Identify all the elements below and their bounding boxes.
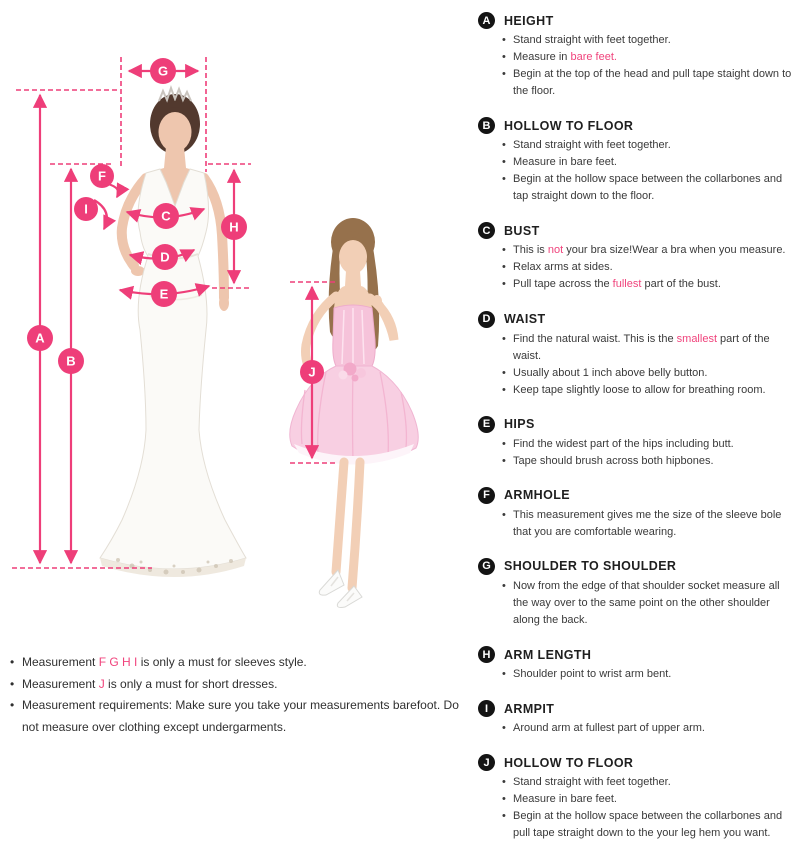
bullet-icon: • <box>502 668 506 681</box>
bullet-icon: • <box>10 676 15 691</box>
bullet-text <box>513 154 792 171</box>
text-segment: Begin at the hollow space between the collarbones and tap straight down to the floor. <box>513 173 783 203</box>
instruction-bullet <box>502 331 792 365</box>
measure-arrow-F <box>108 184 118 197</box>
text-segment: is only a must for sleeves style. <box>137 655 307 669</box>
instruction-bullet <box>502 791 792 808</box>
section-title: HOLLOW TO FLOOR <box>504 118 634 133</box>
instruction-bullet <box>502 49 792 66</box>
text-segment: Begin at the top of the head and pull tape staight down to the floor. <box>513 68 792 98</box>
section-title: WAIST <box>504 312 546 327</box>
short-dress-illustration <box>290 218 419 608</box>
text-segment: Measurement requirements: Make sure you take your measurements barefoot. Do not measure over clothing except undergarments. <box>22 698 459 734</box>
measurement-diagram <box>0 0 470 640</box>
measure-label-E <box>151 281 177 307</box>
bullet-icon: • <box>502 793 506 806</box>
section-title: HIPS <box>504 417 535 432</box>
instruction-bullet <box>502 242 792 259</box>
bullet-text <box>513 720 792 737</box>
bullet-text <box>513 774 792 791</box>
measure-section-H <box>478 646 792 683</box>
instruction-bullet <box>502 259 792 276</box>
section-title: SHOULDER TO SHOULDER <box>504 559 677 574</box>
highlighted-text: bare feet. <box>570 51 617 64</box>
bullet-text <box>513 382 792 399</box>
text-segment: Keep tape slightly loose to allow for breathing room. <box>513 383 766 396</box>
section-header <box>478 646 792 663</box>
bullet-icon: • <box>502 156 506 169</box>
text-segment: This is <box>513 244 548 257</box>
section-title: ARMHOLE <box>504 488 570 503</box>
instruction-bullet <box>502 578 792 629</box>
measure-label-H <box>221 214 247 240</box>
note-text <box>22 652 462 674</box>
svg-text:E: E <box>159 286 169 302</box>
text-segment: Stand straight with feet together. <box>513 34 671 46</box>
bullet-text <box>513 331 792 365</box>
text-segment: Begin at the hollow space between the collarbones and pull tape straight down to the your leg hem you want. <box>513 810 783 840</box>
measure-section-D <box>478 311 792 399</box>
letter-badge-I: I <box>478 700 495 717</box>
text-segment: Now from the edge of that shoulder socket measure all the way over to the same point on the other shoulder along the back. <box>513 579 780 626</box>
measure-section-J <box>478 754 792 842</box>
bullet-text <box>513 666 792 683</box>
measure-section-E <box>478 416 792 470</box>
bullet-text <box>513 507 792 541</box>
highlighted-text: not <box>547 244 564 257</box>
bullet-text <box>513 259 792 276</box>
svg-text:A: A <box>35 330 45 346</box>
measure-section-I <box>478 700 792 737</box>
text-segment: Measure in <box>513 51 571 64</box>
bullet-icon: • <box>502 278 506 291</box>
bullet-text <box>513 578 792 629</box>
bullet-icon: • <box>502 437 506 450</box>
instruction-bullet <box>502 32 792 49</box>
bullet-text <box>513 276 792 293</box>
highlighted-text: smallest <box>676 332 717 345</box>
text-segment: Stand straight with feet together. <box>513 776 671 789</box>
svg-text:B: B <box>66 353 76 369</box>
instruction-bullet <box>502 507 792 541</box>
measure-label-A <box>27 325 53 351</box>
svg-text:C: C <box>161 208 171 224</box>
bullet-icon: • <box>502 722 506 735</box>
measurement-notes <box>10 652 462 738</box>
measure-label-F <box>90 164 114 188</box>
bullet-text <box>513 66 792 100</box>
bullet-icon: • <box>10 655 15 669</box>
section-title: BUST <box>504 223 540 238</box>
measure-section-C <box>478 222 792 293</box>
measure-label-C <box>153 203 179 229</box>
letter-badge-F: F <box>478 487 495 504</box>
text-segment: Shoulder point to wrist arm bent. <box>513 668 672 681</box>
bullet-icon: • <box>502 454 506 467</box>
section-title: ARM LENGTH <box>504 647 592 662</box>
section-header <box>478 12 792 29</box>
bullet-text <box>513 436 792 453</box>
bullet-icon: • <box>502 51 506 64</box>
text-segment: part of the bust. <box>641 278 721 291</box>
note-item <box>10 652 462 674</box>
text-segment: is only a must for short dresses. <box>104 676 278 691</box>
letter-badge-H: H <box>478 646 495 663</box>
instruction-bullet <box>502 365 792 382</box>
measure-section-F <box>478 487 792 541</box>
bullet-icon: • <box>502 332 506 345</box>
bullet-text <box>513 171 792 205</box>
bullet-icon: • <box>502 776 506 789</box>
text-segment: part of the waist. <box>513 332 770 362</box>
text-segment: Around arm at fullest part of upper arm. <box>513 722 705 735</box>
bullet-text <box>513 453 792 470</box>
measure-section-B <box>478 117 792 205</box>
instruction-bullet <box>502 453 792 470</box>
instruction-bullet <box>502 154 792 171</box>
text-segment: Usually about 1 inch above belly button. <box>513 366 708 379</box>
instruction-bullet <box>502 666 792 683</box>
bullet-text <box>513 791 792 808</box>
svg-text:G: G <box>157 63 169 79</box>
highlighted-text: fullest <box>612 278 642 291</box>
note-item <box>10 695 462 738</box>
measure-section-G <box>478 558 792 629</box>
bullet-icon: • <box>502 261 506 274</box>
instruction-bullet <box>502 774 792 791</box>
instruction-bullet <box>502 382 792 399</box>
bullet-icon: • <box>502 366 506 379</box>
bullet-text <box>513 32 792 49</box>
svg-text:D: D <box>160 249 170 265</box>
instruction-bullet <box>502 436 792 453</box>
letter-badge-B: B <box>478 117 495 134</box>
instruction-bullet <box>502 720 792 737</box>
section-header <box>478 487 792 504</box>
text-segment: Stand straight with feet together. <box>513 139 671 152</box>
section-header <box>478 754 792 771</box>
instruction-bullet <box>502 276 792 293</box>
instruction-bullet <box>502 171 792 205</box>
bullet-icon: • <box>502 383 506 396</box>
text-segment: Tape should brush across both hipbones. <box>513 454 714 467</box>
bullet-icon: • <box>10 698 15 713</box>
bullet-icon: • <box>502 173 506 186</box>
text-segment: Find the widest part of the hips including butt. <box>513 437 734 450</box>
bullet-text <box>513 137 792 154</box>
bullet-text <box>513 49 792 66</box>
measure-section-A <box>478 12 792 100</box>
note-item <box>10 674 462 696</box>
text-segment: Relax arms at sides. <box>513 261 613 274</box>
instruction-bullet <box>502 137 792 154</box>
section-header <box>478 558 792 575</box>
section-title: HOLLOW TO FLOOR <box>504 755 634 770</box>
measure-label-I <box>74 197 98 221</box>
text-segment: Measurement <box>22 676 99 691</box>
bullet-icon: • <box>502 579 506 592</box>
text-segment: Measure in bare feet. <box>513 793 617 806</box>
letter-badge-A: A <box>478 12 495 29</box>
section-title: HEIGHT <box>504 13 554 28</box>
instruction-bullet <box>502 808 792 842</box>
measure-label-G <box>150 58 176 84</box>
letter-badge-E: E <box>478 416 495 433</box>
svg-text:J: J <box>308 364 316 380</box>
instruction-bullet <box>502 66 792 100</box>
letter-badge-D: D <box>478 311 495 328</box>
letter-badge-G: G <box>478 558 495 575</box>
text-segment: Measure in bare feet. <box>513 156 617 169</box>
bullet-icon: • <box>502 508 506 521</box>
bullet-icon: • <box>502 139 506 152</box>
section-header <box>478 222 792 239</box>
bullet-icon: • <box>502 68 506 81</box>
text-segment: Pull tape across the <box>513 278 613 291</box>
measure-label-B <box>58 348 84 374</box>
text-segment: This measurement gives me the size of the sleeve bole that you are comfortable wearing. <box>513 508 782 538</box>
section-header <box>478 700 792 717</box>
text-segment: Measurement <box>22 655 99 669</box>
bride-illustration <box>100 88 246 577</box>
bullet-text <box>513 365 792 382</box>
letter-badge-C: C <box>478 222 495 239</box>
section-title: ARMPIT <box>504 701 555 716</box>
bullet-icon: • <box>502 810 506 823</box>
bullet-text <box>513 808 792 842</box>
text-segment: Find the natural waist. This is the <box>513 332 677 345</box>
svg-text:I: I <box>84 201 88 217</box>
highlighted-text: F G H I <box>98 655 138 669</box>
svg-text:H: H <box>229 219 239 235</box>
highlighted-text: J <box>98 676 105 691</box>
svg-text:F: F <box>98 168 106 184</box>
bullet-icon: • <box>502 244 506 257</box>
measurement-instructions <box>478 12 792 859</box>
text-segment: your bra size!Wear a bra when you measure. <box>563 244 786 257</box>
section-header <box>478 311 792 328</box>
letter-badge-J: J <box>478 754 495 771</box>
bullet-text <box>513 242 792 259</box>
measure-label-D <box>152 244 178 270</box>
note-text <box>22 695 462 738</box>
measure-label-J <box>300 360 324 384</box>
note-text <box>22 674 462 696</box>
section-header <box>478 117 792 134</box>
bullet-icon: • <box>502 34 506 46</box>
section-header <box>478 416 792 433</box>
